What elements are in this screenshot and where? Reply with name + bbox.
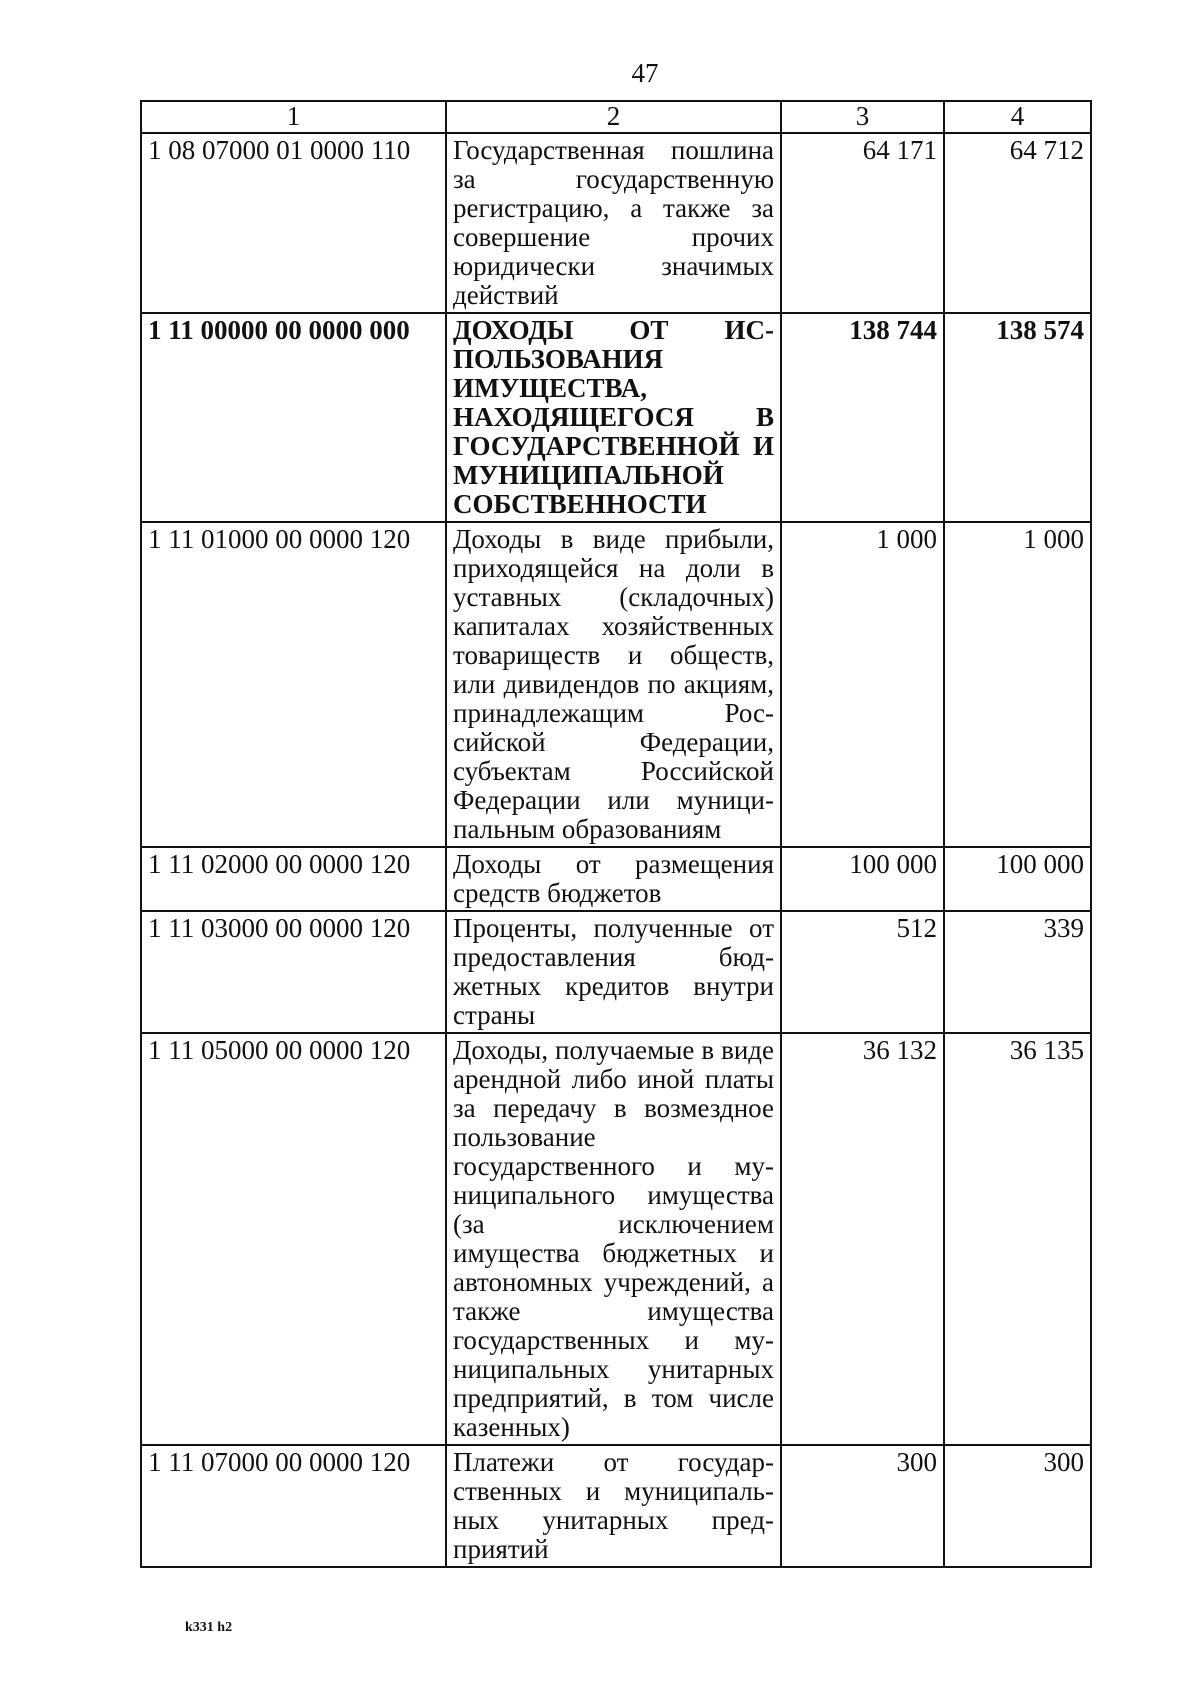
value-column-4-cell: 1 000	[944, 522, 1091, 847]
table-row	[141, 1445, 1091, 1567]
table-row	[141, 522, 1091, 847]
budget-code-cell: 1 11 00000 00 0000 000	[141, 313, 446, 522]
value-column-4-cell: 64 712	[944, 133, 1091, 313]
table-row	[141, 847, 1091, 911]
column-header-4: 4	[944, 101, 1091, 133]
page-number: 47	[631, 58, 659, 88]
header-row	[141, 101, 1091, 133]
budget-table	[140, 100, 1092, 1568]
value-column-3-cell: 512	[781, 911, 944, 1033]
value-column-4-cell: 138 574	[944, 313, 1091, 522]
value-column-3-cell: 64 171	[781, 133, 944, 313]
item-name-cell: Доходы, получаемые в виде арендной либо иной платы за передачу в возмездное пользование государственного и муниципального имущества (за исключением имущества бюджетных и автономных учреждений, а также имущества государственных и муниципальных унитарных предприятий, в том числе казенных)	[446, 1033, 781, 1445]
value-column-4-cell: 100 000	[944, 847, 1091, 911]
table-row	[141, 911, 1091, 1033]
item-name-cell: Государственная пошлина за государственную регистрацию, а также за совершение прочих юридически значимых действий	[446, 133, 781, 313]
item-name-cell: Доходы от размещения средств бюджетов	[446, 847, 781, 911]
value-column-3-cell: 300	[781, 1445, 944, 1567]
budget-code-cell: 1 11 03000 00 0000 120	[141, 911, 446, 1033]
item-name-cell: Платежи от государственных и муниципальных унитарных предприятий	[446, 1445, 781, 1567]
item-name-cell: ДОХОДЫ ОТ ИСПОЛЬЗОВАНИЯ ИМУЩЕСТВА, НАХОДЯЩЕГОСЯ В ГОСУДАРСТВЕННОЙ И МУНИЦИПАЛЬНОЙ СОБСТВЕННОСТИ	[446, 313, 781, 522]
table-body	[141, 133, 1091, 1567]
budget-code-cell: 1 11 07000 00 0000 120	[141, 1445, 446, 1567]
table-row	[141, 133, 1091, 313]
item-name-cell: Проценты, полученные от предоставления бюджетных кредитов внутри страны	[446, 911, 781, 1033]
column-header-1: 1	[141, 101, 446, 133]
column-header-3: 3	[781, 101, 944, 133]
table-row	[141, 313, 1091, 522]
value-column-4-cell: 36 135	[944, 1033, 1091, 1445]
value-column-3-cell: 36 132	[781, 1033, 944, 1445]
budget-code-cell: 1 11 05000 00 0000 120	[141, 1033, 446, 1445]
table-row	[141, 1033, 1091, 1445]
value-column-3-cell: 1 000	[781, 522, 944, 847]
footer-code: k331 h2	[185, 1620, 233, 1635]
budget-code-cell: 1 11 01000 00 0000 120	[141, 522, 446, 847]
value-column-3-cell: 138 744	[781, 313, 944, 522]
column-header-2: 2	[446, 101, 781, 133]
budget-code-cell: 1 08 07000 01 0000 110	[141, 133, 446, 313]
table-header	[141, 101, 1091, 133]
item-name-cell: Доходы в виде прибыли, приходящейся на доли в уставных (складочных) капиталах хозяйственных товариществ и обществ, или дивидендов по акциям, принадлежащим Российской Федерации, субъектам Российской Федерации или муниципальным образованиям	[446, 522, 781, 847]
value-column-4-cell: 339	[944, 911, 1091, 1033]
value-column-4-cell: 300	[944, 1445, 1091, 1567]
value-column-3-cell: 100 000	[781, 847, 944, 911]
budget-code-cell: 1 11 02000 00 0000 120	[141, 847, 446, 911]
